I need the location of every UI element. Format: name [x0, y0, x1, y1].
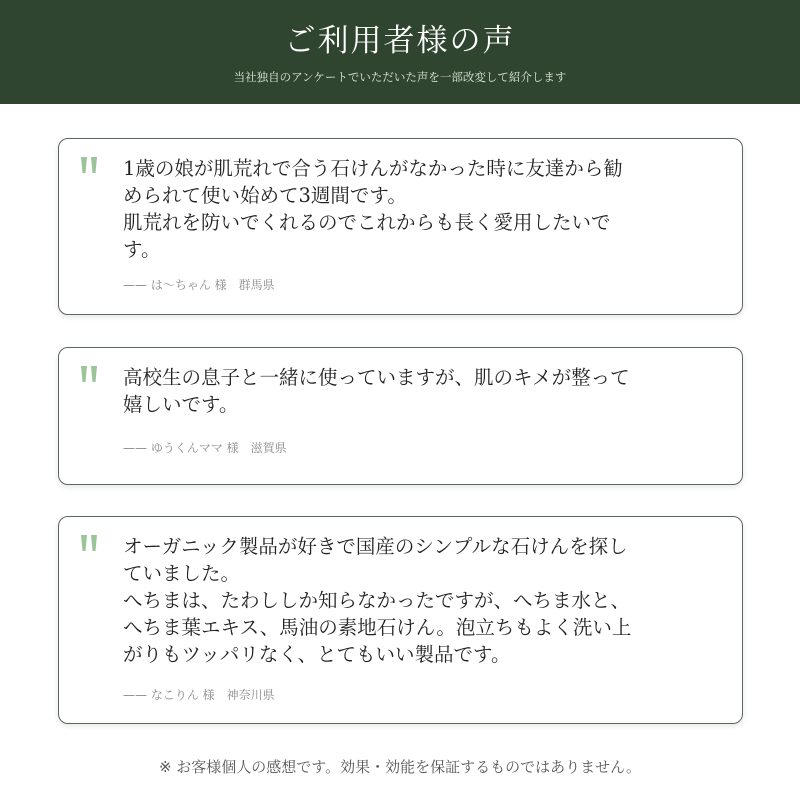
testimonial-card	[58, 516, 743, 724]
testimonial-card	[58, 138, 743, 315]
disclaimer-note: ※ お客様個人の感想です。効果・効能を保証するものではありません。	[158, 758, 642, 776]
testimonial-text: 高校生の息子と一緒に使っていますが、肌のキメが整って 嬉しいです。	[123, 366, 630, 416]
testimonial-author: —— なこりん 様 神奈川県	[123, 688, 275, 702]
testimonial-text: オーガニック製品が好きで国産のシンプルな石けんを探し ていました。 へちまは、たわししか知らなかったですが、へちま水と、 へちま葉エキス、馬油の素地石けん。泡立ちもよく洗い上 がりもツッパリなく、とてもいい製品です。	[123, 535, 632, 666]
quote-mark-icon	[77, 531, 103, 557]
page-header	[0, 0, 800, 104]
testimonial-author: —— ゆうくんママ 様 滋賀県	[123, 441, 287, 455]
testimonial-text: 1歳の娘が肌荒れで合う石けんがなかった時に友達から勧 められて使い始めて3週間です。 肌荒れを防いでくれるのでこれからも長く愛用したいで す。	[123, 157, 623, 261]
page-title: ご利用者様の声	[284, 23, 516, 59]
page-subtitle: 当社独自のアンケートでいただいた声を一部改変して紹介します	[233, 70, 567, 84]
testimonial-card	[58, 347, 743, 485]
quote-mark-icon	[77, 362, 103, 388]
quote-mark-icon	[77, 153, 103, 179]
testimonial-author: —— は〜ちゃん 様 群馬県	[123, 278, 275, 292]
